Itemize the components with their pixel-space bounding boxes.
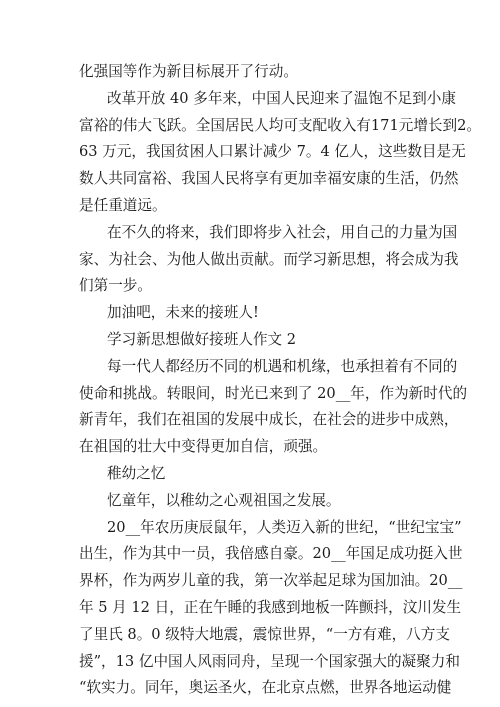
line-text: 稚幼之忆 — [107, 465, 166, 482]
line-text: 出生，作为其中一员，我倍感自豪。20__年国足成功挺入世 — [79, 545, 463, 562]
text-line — [0, 407, 500, 433]
text-line — [0, 139, 500, 165]
text-line — [0, 595, 500, 621]
line-text: 20__年农历庚辰鼠年，人类迈入新的世纪，“世纪宝宝” — [107, 519, 462, 536]
line-text: 每一代人都经历不同的机遇和机缘，也承担着有不同的 — [107, 358, 458, 375]
text-line — [0, 220, 500, 246]
text-line — [0, 488, 500, 514]
line-text: 界杯，作为两岁儿童的我，第一次举起足球为国加油。20__ — [79, 572, 463, 589]
line-text: 63 万元，我国贫困人口累计减少 7。4 亿人，这些数目是无 — [79, 143, 466, 160]
line-text: 是任重道远。 — [79, 197, 167, 214]
line-text: 忆童年，以稚幼之心观祖国之发展。 — [107, 492, 341, 509]
text-line — [0, 86, 500, 112]
line-text: 使命和挑战。转眼间，时光已来到了 20__年，作为新时代的 — [79, 385, 468, 402]
line-text: 新青年，我们在祖国的发展中成长，在社会的进步中成熟， — [79, 411, 459, 428]
text-line — [0, 354, 500, 380]
section-heading — [0, 327, 500, 353]
line-text: 家、为社会、为他人做出贡献。而学习新思想，将会成为我 — [79, 251, 459, 268]
subheading — [0, 461, 500, 487]
line-text: 年 5 月 12 日，正在午睡的我感到地板一阵颤抖，汶川发生 — [79, 599, 462, 616]
line-text: 富裕的伟大飞跃。全国居民人均可支配收入有171元增长到2。 — [79, 117, 481, 134]
line-text: 在不久的将来，我们即将步入社会，用自己的力量为国 — [107, 224, 458, 241]
text-line — [0, 541, 500, 567]
text-line — [0, 59, 500, 85]
text-line — [0, 273, 500, 299]
line-text: 加油吧，未来的接班人! — [107, 304, 259, 321]
line-text: 数人共同富裕、我国人民将享有更加幸福安康的生活，仍然 — [79, 170, 459, 187]
text-line — [0, 649, 500, 675]
line-text: 援”，13 亿中国人风雨同舟，呈现一个国家强大的凝聚力和 — [79, 653, 460, 670]
text-line — [0, 300, 500, 326]
text-line — [0, 113, 500, 139]
line-text: 了里氏 8。0 级特大地震，震惊世界，“一方有难，八方支 — [79, 626, 450, 643]
text-line — [0, 675, 500, 701]
text-line — [0, 166, 500, 192]
line-text: 们第一步。 — [79, 277, 152, 294]
text-line — [0, 515, 500, 541]
text-line — [0, 381, 500, 407]
line-text: 在祖国的壮大中变得更加自信，顽强。 — [79, 438, 328, 455]
line-text: 化强国等作为新目标展开了行动。 — [79, 63, 298, 80]
line-text: 学习新思想做好接班人作文 2 — [107, 331, 297, 348]
line-text: “软实力。同年，奥运圣火，在北京点燃，世界各地运动健 — [79, 679, 452, 696]
text-line — [0, 193, 500, 219]
text-line — [0, 568, 500, 594]
line-text: 改革开放 40 多年来，中国人民迎来了温饱不足到小康 — [107, 90, 456, 107]
text-line — [0, 622, 500, 648]
text-line — [0, 434, 500, 460]
text-line — [0, 247, 500, 273]
